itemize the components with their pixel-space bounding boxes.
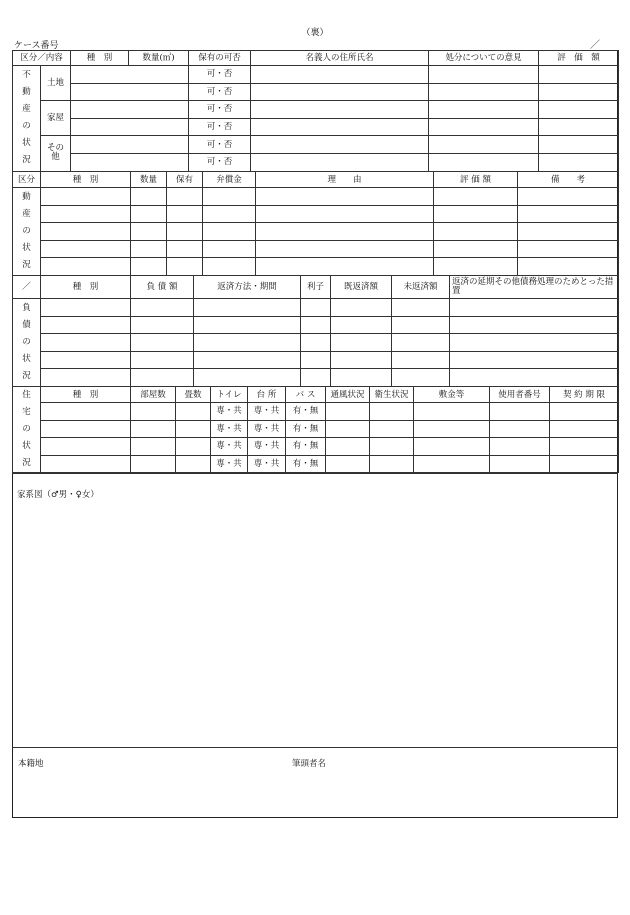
cell[interactable] bbox=[331, 334, 392, 352]
kitchen-cell[interactable]: 専・共 bbox=[248, 438, 286, 456]
family-tree-label: 家系図（♂男・♀女） bbox=[17, 490, 99, 500]
cell[interactable] bbox=[203, 205, 256, 223]
kitchen-cell[interactable]: 専・共 bbox=[248, 455, 286, 473]
cell[interactable] bbox=[490, 438, 550, 456]
header-interest: 利子 bbox=[301, 276, 331, 299]
header-sanitation: 衛生状況 bbox=[370, 387, 414, 403]
toilet-cell[interactable]: 専・共 bbox=[211, 455, 248, 473]
debt-section-label: 負 債 の 状 況 bbox=[13, 299, 41, 387]
cell[interactable] bbox=[131, 223, 167, 241]
header-type: 種 別 bbox=[41, 276, 131, 299]
cell[interactable] bbox=[450, 334, 619, 352]
availability-cell[interactable]: 可・否 bbox=[189, 118, 251, 136]
cell[interactable] bbox=[251, 136, 429, 154]
cell[interactable] bbox=[41, 351, 131, 369]
cell[interactable] bbox=[550, 403, 619, 421]
availability-cell[interactable]: 可・否 bbox=[189, 153, 251, 171]
cell[interactable] bbox=[392, 316, 450, 334]
toilet-cell[interactable]: 専・共 bbox=[211, 420, 248, 438]
header-remarks: 備 考 bbox=[518, 172, 619, 188]
domicile-label: 本籍地 bbox=[18, 759, 44, 769]
cell[interactable] bbox=[71, 101, 189, 119]
cell[interactable] bbox=[550, 438, 619, 456]
cell[interactable] bbox=[71, 153, 189, 171]
cell[interactable] bbox=[167, 258, 203, 276]
case-number-label: ケース番号 bbox=[14, 41, 59, 51]
cell[interactable] bbox=[203, 240, 256, 258]
cell[interactable] bbox=[414, 420, 490, 438]
cell[interactable] bbox=[41, 403, 131, 421]
cell[interactable] bbox=[518, 258, 619, 276]
cell[interactable] bbox=[251, 83, 429, 101]
cell[interactable] bbox=[131, 299, 194, 317]
header-debt-amount: 負 債 額 bbox=[131, 276, 194, 299]
cell[interactable] bbox=[176, 403, 211, 421]
type-other: その他 bbox=[41, 136, 71, 171]
cell[interactable] bbox=[450, 351, 619, 369]
cell[interactable] bbox=[131, 316, 194, 334]
cell[interactable] bbox=[131, 438, 176, 456]
cell[interactable] bbox=[550, 420, 619, 438]
cell[interactable] bbox=[434, 205, 518, 223]
cell[interactable] bbox=[131, 334, 194, 352]
family-tree-area[interactable] bbox=[12, 473, 618, 747]
cell[interactable] bbox=[539, 118, 619, 136]
cell[interactable] bbox=[429, 66, 539, 84]
cell[interactable] bbox=[414, 403, 490, 421]
cell[interactable] bbox=[429, 83, 539, 101]
cell[interactable] bbox=[518, 240, 619, 258]
case-number-slash: ／ bbox=[590, 40, 600, 51]
type-land: 土地 bbox=[41, 66, 71, 101]
cell[interactable] bbox=[518, 205, 619, 223]
page-side-label: （裏） bbox=[301, 28, 329, 38]
cell[interactable] bbox=[414, 455, 490, 473]
cell[interactable] bbox=[203, 223, 256, 241]
header-kitchen: 台 所 bbox=[248, 387, 286, 403]
cell[interactable] bbox=[392, 369, 450, 387]
cell[interactable] bbox=[71, 136, 189, 154]
cell[interactable] bbox=[71, 66, 189, 84]
cell[interactable] bbox=[131, 351, 194, 369]
cell[interactable] bbox=[41, 420, 131, 438]
cell[interactable] bbox=[392, 334, 450, 352]
header-valuation: 評 価 額 bbox=[539, 51, 619, 66]
header-contract-term: 契 約 期 限 bbox=[550, 387, 619, 403]
header-unpaid-amount: 未返済額 bbox=[392, 276, 450, 299]
cell[interactable] bbox=[301, 334, 331, 352]
cell[interactable] bbox=[326, 438, 370, 456]
header-quantity: 数量 bbox=[131, 172, 167, 188]
cell[interactable] bbox=[251, 101, 429, 119]
cell[interactable] bbox=[194, 369, 301, 387]
type-house: 家屋 bbox=[41, 101, 71, 136]
household-head-label: 筆頭者名 bbox=[292, 759, 327, 769]
header-ventilation: 通風状況 bbox=[326, 387, 370, 403]
cell[interactable] bbox=[392, 299, 450, 317]
cell[interactable] bbox=[434, 258, 518, 276]
cell[interactable] bbox=[331, 351, 392, 369]
cell[interactable] bbox=[256, 188, 434, 206]
cell[interactable] bbox=[131, 258, 167, 276]
cell[interactable] bbox=[429, 136, 539, 154]
cell[interactable] bbox=[434, 188, 518, 206]
cell[interactable] bbox=[429, 153, 539, 171]
housing-section-label: 住 宅 の 状 況 bbox=[13, 387, 41, 473]
cell[interactable] bbox=[331, 299, 392, 317]
cell[interactable] bbox=[251, 118, 429, 136]
cell[interactable] bbox=[167, 188, 203, 206]
cell[interactable] bbox=[539, 136, 619, 154]
cell[interactable] bbox=[194, 316, 301, 334]
cell[interactable] bbox=[71, 118, 189, 136]
toilet-cell[interactable]: 専・共 bbox=[211, 403, 248, 421]
header-measures: 返済の延期その他債務処理のためとった措置 bbox=[450, 276, 619, 299]
cell[interactable] bbox=[131, 455, 176, 473]
header-retention: 保有 bbox=[167, 172, 203, 188]
cell[interactable] bbox=[370, 455, 414, 473]
header-type: 種 別 bbox=[41, 387, 131, 403]
header-valuation: 評 価 額 bbox=[434, 172, 518, 188]
availability-cell[interactable]: 可・否 bbox=[189, 101, 251, 119]
bath-cell[interactable]: 有・無 bbox=[286, 455, 326, 473]
cell[interactable] bbox=[131, 403, 176, 421]
header-repayment-method: 返済方法・期間 bbox=[194, 276, 301, 299]
header-category-content: 区分／内容 bbox=[13, 51, 71, 66]
header-compensation: 弁償金 bbox=[203, 172, 256, 188]
header-bath: バ ス bbox=[286, 387, 326, 403]
real-estate-section-label: 不 動 産 の 状 況 bbox=[13, 66, 41, 172]
cell[interactable] bbox=[256, 205, 434, 223]
cell[interactable] bbox=[370, 403, 414, 421]
header-type: 種 別 bbox=[41, 172, 131, 188]
cell[interactable] bbox=[539, 66, 619, 84]
cell[interactable] bbox=[41, 258, 131, 276]
cell[interactable] bbox=[414, 438, 490, 456]
cell[interactable] bbox=[434, 240, 518, 258]
cell[interactable] bbox=[429, 101, 539, 119]
cell[interactable] bbox=[490, 455, 550, 473]
toilet-cell[interactable]: 専・共 bbox=[211, 438, 248, 456]
debt-table bbox=[12, 275, 619, 387]
header-category: 区分 bbox=[13, 172, 41, 188]
cell[interactable] bbox=[490, 420, 550, 438]
cell[interactable] bbox=[301, 299, 331, 317]
cell[interactable] bbox=[41, 240, 131, 258]
kitchen-cell[interactable]: 専・共 bbox=[248, 420, 286, 438]
header-toilet: トイレ bbox=[211, 387, 248, 403]
cell[interactable] bbox=[41, 299, 131, 317]
cell[interactable] bbox=[176, 420, 211, 438]
cell[interactable] bbox=[41, 205, 131, 223]
cell[interactable] bbox=[131, 205, 167, 223]
cell[interactable] bbox=[167, 240, 203, 258]
header-type: 種 別 bbox=[71, 51, 129, 66]
cell[interactable] bbox=[194, 299, 301, 317]
availability-cell[interactable]: 可・否 bbox=[189, 83, 251, 101]
cell[interactable] bbox=[370, 438, 414, 456]
header-retention: 保有の可否 bbox=[189, 51, 251, 66]
cell[interactable] bbox=[41, 223, 131, 241]
real-estate-table bbox=[12, 50, 619, 172]
cell[interactable] bbox=[251, 66, 429, 84]
cell[interactable] bbox=[194, 334, 301, 352]
cell[interactable] bbox=[450, 316, 619, 334]
cell[interactable] bbox=[203, 258, 256, 276]
movable-section-label: 動 産 の 状 況 bbox=[13, 188, 41, 276]
cell[interactable] bbox=[331, 316, 392, 334]
cell[interactable] bbox=[518, 223, 619, 241]
cell[interactable] bbox=[251, 153, 429, 171]
bath-cell[interactable]: 有・無 bbox=[286, 438, 326, 456]
cell[interactable] bbox=[41, 369, 131, 387]
cell[interactable] bbox=[131, 188, 167, 206]
cell[interactable] bbox=[256, 258, 434, 276]
cell[interactable] bbox=[326, 455, 370, 473]
cell[interactable] bbox=[301, 369, 331, 387]
cell[interactable] bbox=[450, 299, 619, 317]
cell[interactable] bbox=[429, 118, 539, 136]
cell[interactable] bbox=[518, 188, 619, 206]
cell[interactable] bbox=[331, 369, 392, 387]
availability-cell[interactable]: 可・否 bbox=[189, 66, 251, 84]
cell[interactable] bbox=[131, 420, 176, 438]
cell[interactable] bbox=[41, 188, 131, 206]
header-repaid-amount: 既返済額 bbox=[331, 276, 392, 299]
header-rooms: 部屋数 bbox=[131, 387, 176, 403]
cell[interactable] bbox=[326, 403, 370, 421]
header-quantity: 数量(㎡) bbox=[129, 51, 189, 66]
header-reason: 理 由 bbox=[256, 172, 434, 188]
availability-cell[interactable]: 可・否 bbox=[189, 136, 251, 154]
cell[interactable] bbox=[450, 369, 619, 387]
cell[interactable] bbox=[550, 455, 619, 473]
housing-table bbox=[12, 386, 619, 473]
bath-cell[interactable]: 有・無 bbox=[286, 420, 326, 438]
cell[interactable] bbox=[41, 455, 131, 473]
bath-cell[interactable]: 有・無 bbox=[286, 403, 326, 421]
kitchen-cell[interactable]: 専・共 bbox=[248, 403, 286, 421]
cell[interactable] bbox=[256, 240, 434, 258]
header-disposal-opinion: 処分についての意見 bbox=[429, 51, 539, 66]
cell[interactable] bbox=[490, 403, 550, 421]
cell[interactable] bbox=[71, 83, 189, 101]
cell[interactable] bbox=[256, 223, 434, 241]
cell[interactable] bbox=[203, 188, 256, 206]
cell[interactable] bbox=[131, 240, 167, 258]
cell[interactable] bbox=[370, 420, 414, 438]
cell[interactable] bbox=[301, 316, 331, 334]
cell[interactable] bbox=[392, 351, 450, 369]
cell[interactable] bbox=[167, 205, 203, 223]
cell[interactable] bbox=[131, 369, 194, 387]
cell[interactable] bbox=[194, 351, 301, 369]
header-owner: 名義人の住所氏名 bbox=[251, 51, 429, 66]
cell[interactable] bbox=[434, 223, 518, 241]
cell[interactable] bbox=[301, 351, 331, 369]
movable-property-table bbox=[12, 171, 619, 276]
header-slash: ／ bbox=[13, 276, 41, 299]
cell[interactable] bbox=[167, 223, 203, 241]
cell[interactable] bbox=[176, 438, 211, 456]
cell[interactable] bbox=[41, 316, 131, 334]
cell[interactable] bbox=[539, 153, 619, 171]
cell[interactable] bbox=[539, 101, 619, 119]
cell[interactable] bbox=[176, 455, 211, 473]
header-user-number: 使用者番号 bbox=[490, 387, 550, 403]
cell[interactable] bbox=[41, 438, 131, 456]
header-tatami: 畳数 bbox=[176, 387, 211, 403]
cell[interactable] bbox=[41, 334, 131, 352]
cell[interactable] bbox=[539, 83, 619, 101]
header-deposit: 敷金等 bbox=[414, 387, 490, 403]
cell[interactable] bbox=[326, 420, 370, 438]
